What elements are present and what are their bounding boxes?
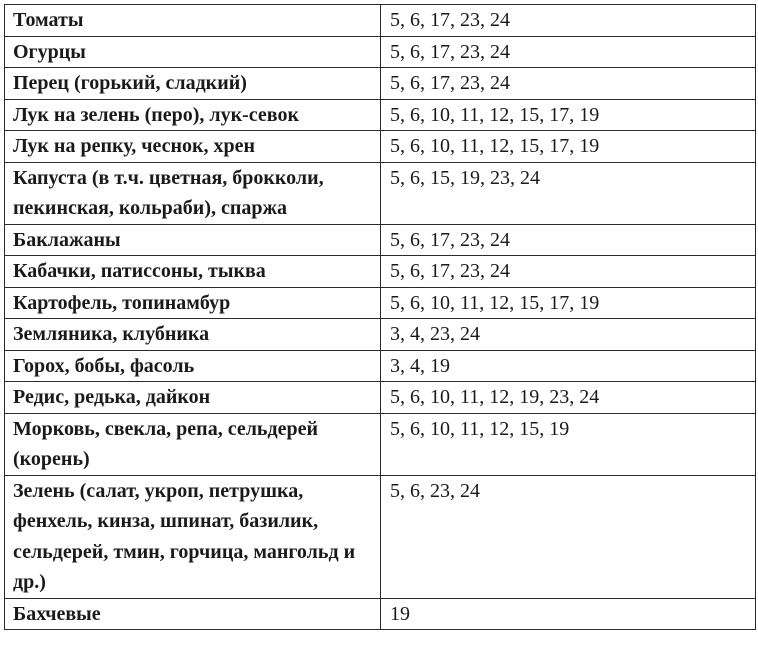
crop-name: Перец (горький, сладкий) <box>5 68 381 100</box>
crop-name: Лук на репку, чеснок, хрен <box>5 131 381 163</box>
favorable-days: 5, 6, 17, 23, 24 <box>381 5 756 37</box>
crop-name: Морковь, свекла, репа, сельдерей (корень) <box>5 413 381 475</box>
crop-name: Редис, редька, дайкон <box>5 382 381 414</box>
table-row <box>5 382 756 414</box>
crop-name: Баклажаны <box>5 224 381 256</box>
table-row <box>5 598 756 630</box>
table-row <box>5 287 756 319</box>
favorable-days: 5, 6, 17, 23, 24 <box>381 68 756 100</box>
table-row <box>5 350 756 382</box>
table-row <box>5 68 756 100</box>
table-row <box>5 131 756 163</box>
table-row <box>5 413 756 475</box>
planting-days-table-wrapper <box>4 4 756 630</box>
favorable-days: 19 <box>381 598 756 630</box>
crop-name: Огурцы <box>5 36 381 68</box>
crop-name: Томаты <box>5 5 381 37</box>
table-row <box>5 256 756 288</box>
crop-name: Капуста (в т.ч. цветная, брокколи, пекинская, кольраби), спаржа <box>5 162 381 224</box>
table-row <box>5 5 756 37</box>
favorable-days: 5, 6, 17, 23, 24 <box>381 256 756 288</box>
favorable-days: 5, 6, 10, 11, 12, 15, 19 <box>381 413 756 475</box>
favorable-days: 5, 6, 10, 11, 12, 15, 17, 19 <box>381 99 756 131</box>
table-row <box>5 319 756 351</box>
crop-name: Земляника, клубника <box>5 319 381 351</box>
favorable-days: 3, 4, 19 <box>381 350 756 382</box>
favorable-days: 5, 6, 10, 11, 12, 19, 23, 24 <box>381 382 756 414</box>
crop-name: Кабачки, патиссоны, тыква <box>5 256 381 288</box>
favorable-days: 5, 6, 15, 19, 23, 24 <box>381 162 756 224</box>
planting-days-table <box>4 4 756 630</box>
favorable-days: 5, 6, 17, 23, 24 <box>381 36 756 68</box>
favorable-days: 5, 6, 23, 24 <box>381 475 756 598</box>
table-row <box>5 36 756 68</box>
favorable-days: 5, 6, 10, 11, 12, 15, 17, 19 <box>381 287 756 319</box>
crop-name: Лук на зелень (перо), лук-севок <box>5 99 381 131</box>
table-row <box>5 99 756 131</box>
crop-name: Картофель, топинамбур <box>5 287 381 319</box>
table-row <box>5 162 756 224</box>
favorable-days: 5, 6, 10, 11, 12, 15, 17, 19 <box>381 131 756 163</box>
table-row <box>5 224 756 256</box>
crop-name: Бахчевые <box>5 598 381 630</box>
crop-name: Горох, бобы, фасоль <box>5 350 381 382</box>
crop-name: Зелень (салат, укроп, петрушка, фенхель, кинза, шпинат, базилик, сельдерей, тмин, горчица, мангольд и др.) <box>5 475 381 598</box>
favorable-days: 5, 6, 17, 23, 24 <box>381 224 756 256</box>
table-row <box>5 475 756 598</box>
favorable-days: 3, 4, 23, 24 <box>381 319 756 351</box>
